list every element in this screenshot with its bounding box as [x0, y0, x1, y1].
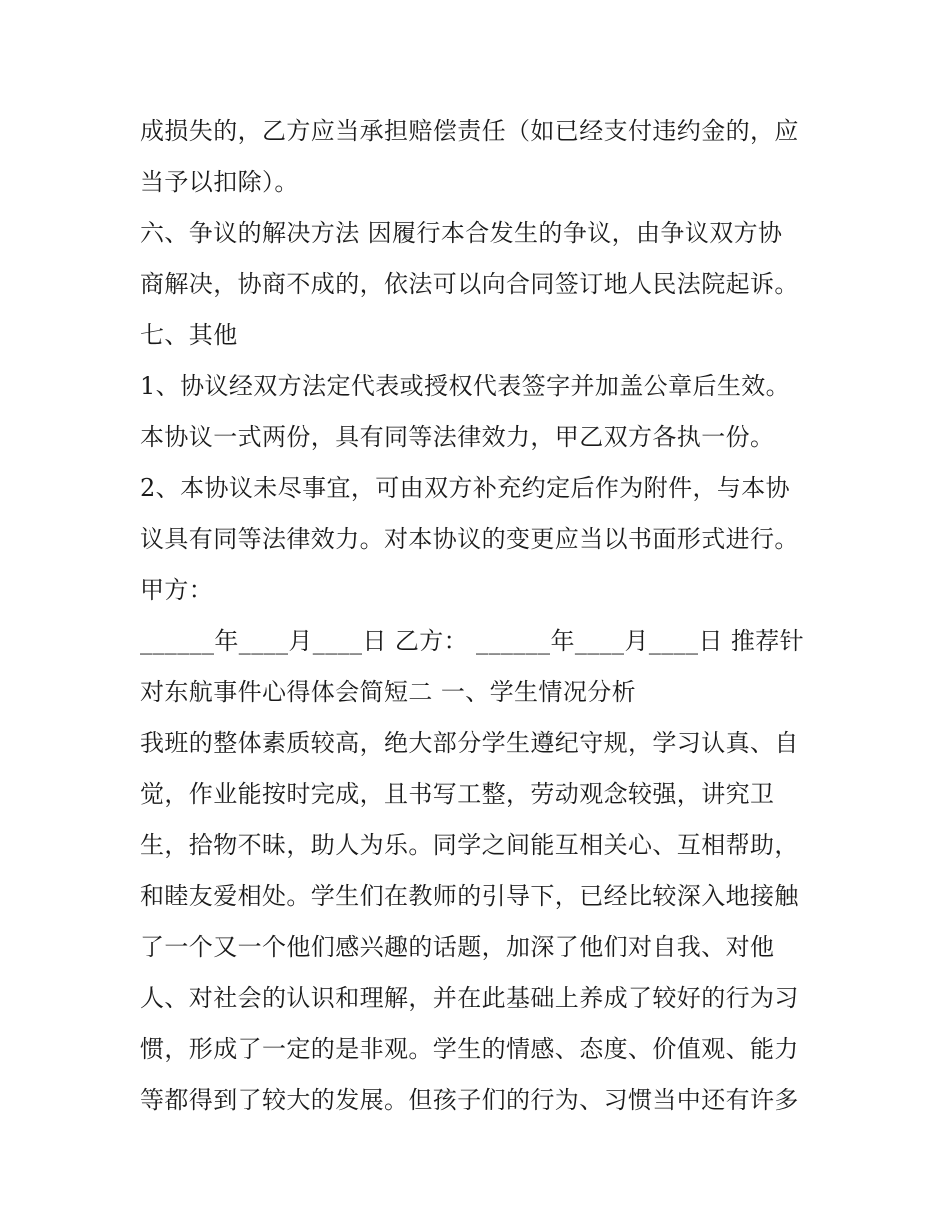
- section-heading-student-analysis: 对东航事件心得体会简短二 一、学生情况分析: [140, 678, 637, 706]
- text-line: 和睦友爱相处。学生们在教师的引导下，已经比较深入地接触: [140, 882, 799, 910]
- signature-date-line: ______年____月____日 乙方： ______年____月____日 推荐针: [140, 627, 805, 655]
- party-a-label: 甲方：: [140, 576, 214, 604]
- text-line: 成损失的，乙方应当承担赔偿责任（如已经支付违约金的，应: [140, 117, 799, 145]
- text-line: 生，拾物不昧，助人为乐。同学之间能互相关心、互相帮助，: [140, 831, 799, 859]
- text-line: 本协议一式两份，具有同等法律效力，甲乙双方各执一份。: [140, 423, 775, 451]
- section-heading-other: 七、其他: [140, 321, 238, 349]
- text-line: 了一个又一个他们感兴趣的话题，加深了他们对自我、对他: [140, 933, 775, 961]
- text-line: 觉，作业能按时完成，且书写工整，劳动观念较强，讲究卫: [140, 780, 775, 808]
- text-line: 惯，形成了一定的是非观。学生的情感、态度、价值观、能力: [140, 1035, 799, 1063]
- text-line: 议具有同等法律效力。对本协议的变更应当以书面形式进行。: [140, 525, 799, 553]
- document-body: [140, 106, 820, 1126]
- text-line: 商解决，协商不成的，依法可以向合同签订地人民法院起诉。: [140, 270, 799, 298]
- text-line: 当予以扣除）。: [140, 168, 299, 196]
- text-line: 我班的整体素质较高，绝大部分学生遵纪守规，学习认真、自: [140, 729, 799, 757]
- text-line: 人、对社会的认识和理解，并在此基础上养成了较好的行为习: [140, 984, 799, 1012]
- section-heading-dispute: 六、争议的解决方法 因履行本合发生的争议，由争议双方协: [140, 219, 783, 247]
- clause-1: 1、协议经双方法定代表或授权代表签字并加盖公章后生效。: [140, 372, 791, 400]
- clause-2: 2、本协议未尽事宜，可由双方补充约定后作为附件，与本协: [140, 474, 791, 502]
- text-line: 等都得到了较大的发展。但孩子们的行为、习惯当中还有许多: [140, 1086, 799, 1114]
